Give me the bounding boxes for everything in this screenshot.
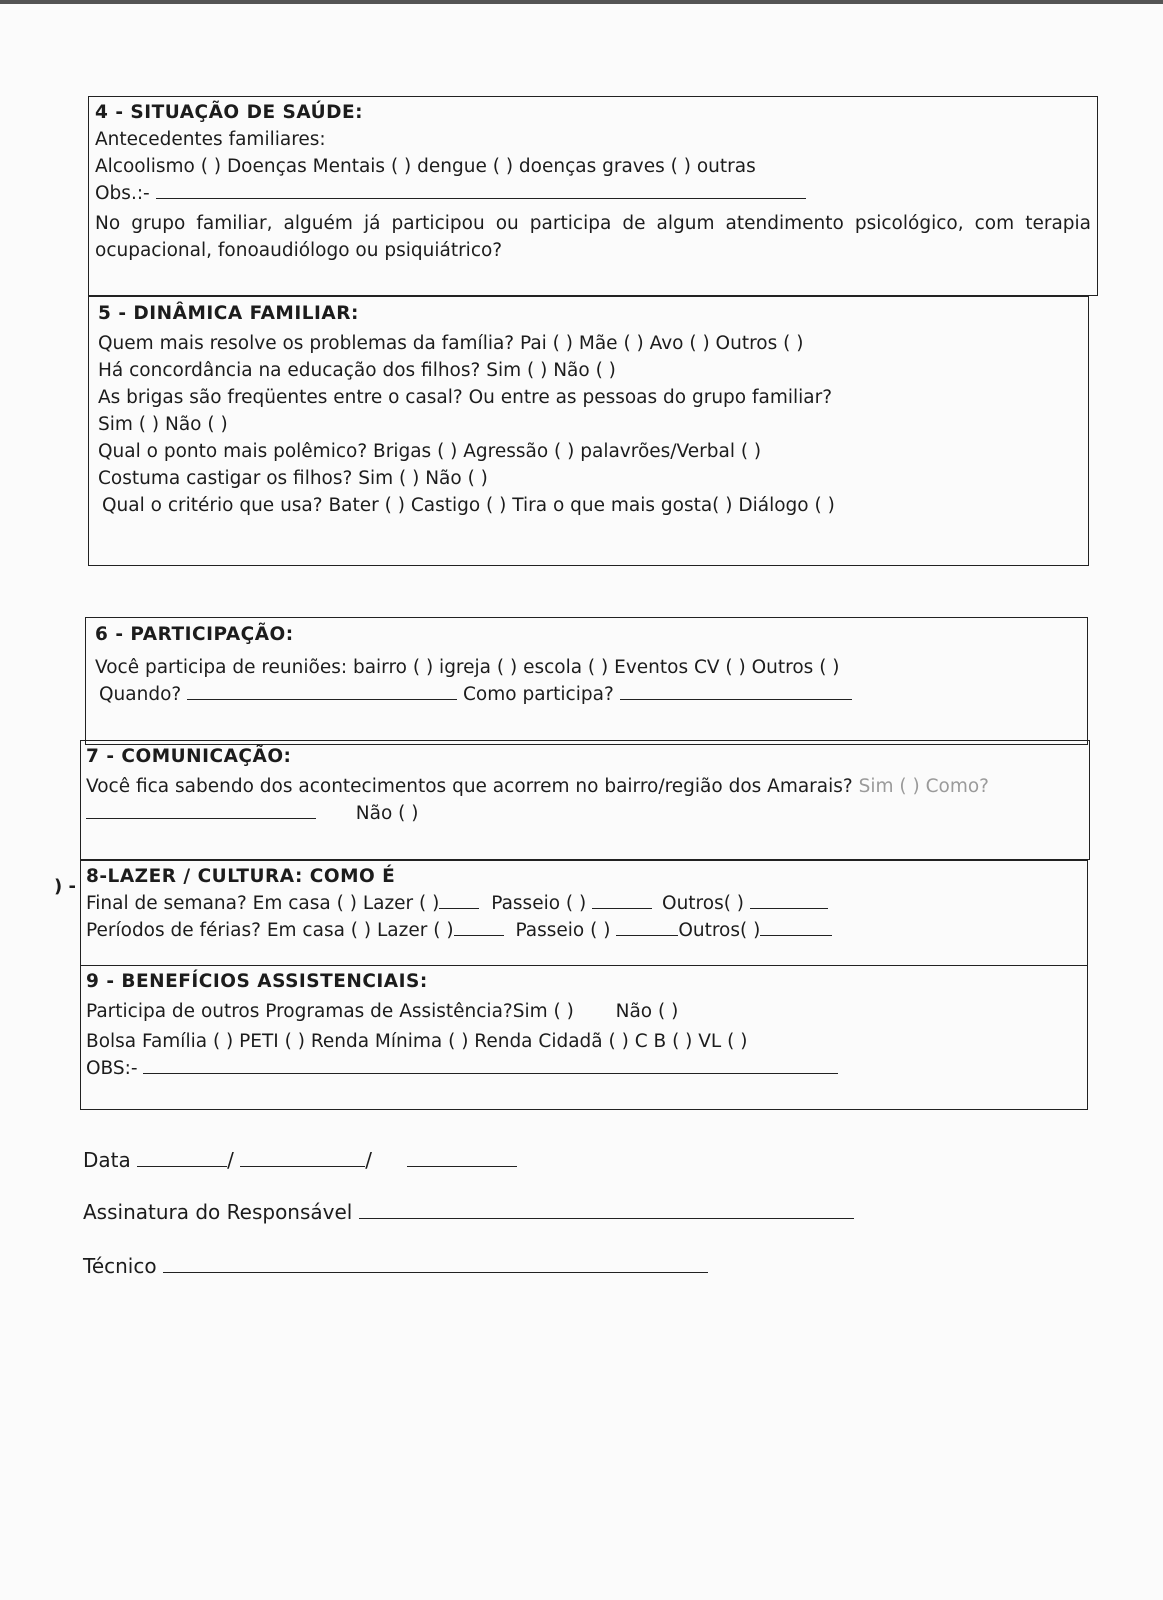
reunioes-question[interactable]: Você participa de reuniões: bairro ( ) igreja ( ) escola ( ) Eventos CV ( ) Outros ( ) [95,657,840,678]
problemas-question[interactable]: Quem mais resolve os problemas da família? Pai ( ) Mãe ( ) Avo ( ) Outros ( ) [98,333,804,354]
fim-semana-options[interactable]: Final de semana? Em casa ( ) Lazer ( ) [86,893,440,914]
beneficios-options[interactable]: Bolsa Família ( ) PETI ( ) Renda Mínima ( ) Renda Cidadã ( ) C B ( ) VL ( ) [86,1031,748,1052]
margin-marker: ) - [54,876,76,897]
brigas-options[interactable]: Sim ( ) Não ( ) [98,414,228,435]
programas-question[interactable]: Participa de outros Programas de Assistência?Sim ( ) [86,1001,574,1022]
como-field[interactable] [86,800,316,819]
nao-option[interactable]: Não ( ) [355,803,419,824]
section-lazer-cultura [80,860,1088,966]
como-participa-label: Como participa? [463,684,614,705]
assinatura-label: Assinatura do Responsável [83,1200,353,1224]
sim-como-option[interactable]: Sim ( ) Como? [858,776,989,797]
section-title: 9 - BENEFÍCIOS ASSISTENCIAIS: [86,971,428,992]
obs-label: Obs.:- [95,183,150,204]
lazer-field[interactable] [439,890,479,909]
section-dinamica-familiar [88,296,1089,566]
data-label: Data [83,1148,131,1172]
assinatura-line [83,1200,854,1224]
ferias-options[interactable]: Períodos de férias? Em casa ( ) Lazer ( ) [86,920,454,941]
date-slash: / [365,1148,372,1172]
obs-field[interactable] [143,1055,838,1074]
section-title: 7 - COMUNICAÇÃO: [86,746,292,767]
data-day-field[interactable] [137,1148,227,1167]
data-year-field[interactable] [407,1148,517,1167]
section-title: 5 - DINÂMICA FAMILIAR: [98,303,359,324]
antecedentes-label: Antecedentes familiares: [95,129,326,150]
quando-label: Quando? [99,684,182,705]
outros-option[interactable]: Outros( ) [662,893,745,914]
tecnico-line [83,1254,708,1278]
lazer-field[interactable] [454,917,504,936]
outros-field[interactable] [750,890,828,909]
polemico-question[interactable]: Qual o ponto mais polêmico? Brigas ( ) Agressão ( ) palavrões/Verbal ( ) [98,441,762,462]
obs-field[interactable] [156,180,806,199]
programas-nao-option[interactable]: Não ( ) [615,1001,679,1022]
passeio-field[interactable] [616,917,678,936]
atendimento-question: No grupo familiar, alguém já participou ou participa de algum atendimento psicológico, com terapia ocupacional, fonoaudiólogo ou psiquiátrico? [95,213,1091,261]
section-comunicacao [80,740,1090,860]
data-month-field[interactable] [240,1148,365,1167]
criterio-question[interactable]: Qual o critério que usa? Bater ( ) Castigo ( ) Tira o que mais gosta( ) Diálogo ( ) [102,495,835,516]
obs-label: OBS:- [86,1058,138,1079]
section-participacao [85,617,1088,745]
date-slash: / [227,1148,234,1172]
tecnico-field[interactable] [163,1254,708,1273]
antecedentes-options[interactable]: Alcoolismo ( ) Doenças Mentais ( ) dengue ( ) doenças graves ( ) outras [95,156,756,177]
quando-field[interactable] [187,681,457,700]
section-beneficios [80,965,1088,1110]
section-title: 8-LAZER / CULTURA: COMO É [86,866,396,887]
passeio-option[interactable]: Passeio ( ) [491,893,587,914]
castigar-question[interactable]: Costuma castigar os filhos? Sim ( ) Não ( ) [98,468,488,489]
passeio-field[interactable] [592,890,652,909]
scan-top-edge [0,0,1163,4]
assinatura-field[interactable] [359,1200,854,1219]
outros-option[interactable]: Outros( ) [678,920,761,941]
concordancia-question[interactable]: Há concordância na educação dos filhos? Sim ( ) Não ( ) [98,360,616,381]
data-line [83,1148,517,1172]
section-title: 4 - SITUAÇÃO DE SAÚDE: [95,102,364,123]
brigas-question: As brigas são freqüentes entre o casal? Ou entre as pessoas do grupo familiar? [98,387,833,408]
tecnico-label: Técnico [83,1254,157,1278]
outros-field[interactable] [760,917,832,936]
section-situacao-saude [88,96,1098,296]
acontecimentos-question: Você fica sabendo dos acontecimentos que acorrem no bairro/região dos Amarais? [86,776,853,797]
passeio-option[interactable]: Passeio ( ) [515,920,611,941]
como-participa-field[interactable] [620,681,852,700]
section-title: 6 - PARTICIPAÇÃO: [95,624,294,645]
